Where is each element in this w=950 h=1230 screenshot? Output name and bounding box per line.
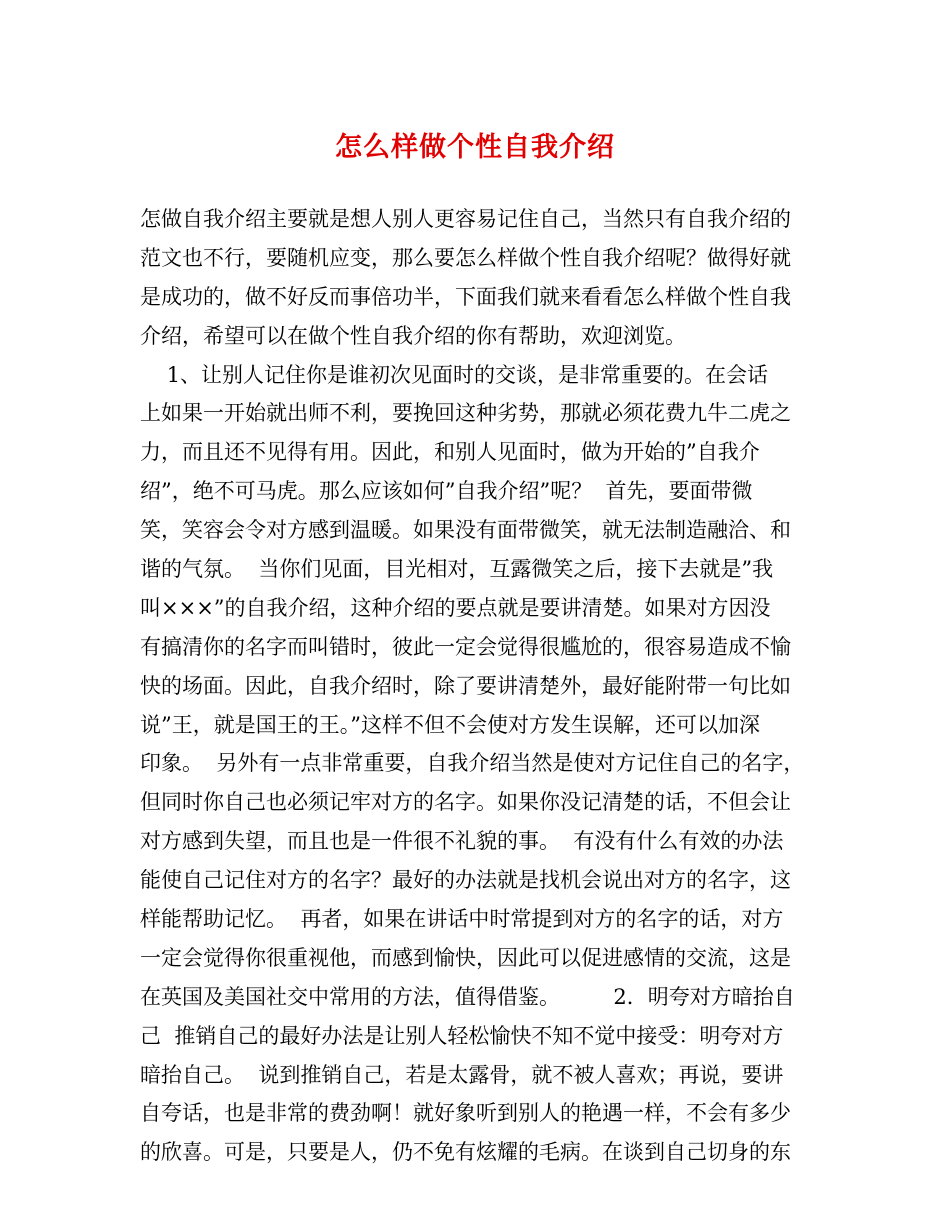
body-line: 自夸话，也是非常的费劲啊！就好象听到别人的艳遇一样，不会有多少 [140,1101,791,1126]
body-line: 暗抬自己。 说到推销自己，若是太露骨，就不被人喜欢；再说，要讲 [140,1062,784,1087]
body-line: 对方感到失望，而且也是一件很不礼貌的事。 有没有什么有效的办法 [140,829,784,854]
body-line: 印象。 另外有一点非常重要，自我介绍当然是使对方记住自己的名字， [140,751,805,776]
body-line: 叫×××”的自我介绍，这种介绍的要点就是要讲清楚。如果对方因没 [140,595,771,620]
body-line: 范文也不行，要随机应变，那么要怎么样做个性自我介绍呢？做得好就 [140,245,791,270]
document-title: 怎么样做个性自我介绍 [335,132,615,163]
body-line: 上如果一开始就出师不利，要挽回这种劣势，那就必须花费九牛二虎之 [140,401,791,426]
body-line: 笑，笑容会令对方感到温暖。如果没有面带微笑，就无法制造融洽、和 [140,518,791,543]
body-line: 力，而且还不见得有用。因此，和别人见面时，做为开始的”自我介 [140,440,760,465]
body-line: 有搞清你的名字而叫错时，彼此一定会觉得很尴尬的，很容易造成不愉 [140,634,791,659]
body-line: 1、让别人记住你是谁初次见面时的交谈，是非常重要的。在会话 [140,362,769,387]
document-body [140,200,815,1172]
body-line: 是成功的，做不好反而事倍功半，下面我们就来看看怎么样做个性自我 [140,284,791,309]
body-line: 谐的气氛。 当你们见面，目光相对，互露微笑之后，接下去就是”我 [140,557,774,582]
body-line: 说”王，就是国王的王。”这样不但不会使对方发生误解，还可以加深 [140,712,760,737]
body-line: 一定会觉得你很重视他，而感到愉快，因此可以促进感情的交流，这是 [140,945,791,970]
body-line: 快的场面。因此，自我介绍时，除了要讲清楚外，最好能附带一句比如 [140,673,791,698]
body-line: 能使自己记住对方的名字？最好的办法就是找机会说出对方的名字，这 [140,868,791,893]
body-line: 样能帮助记忆。 再者，如果在讲话中时常提到对方的名字的话，对方 [140,907,784,932]
body-line: 绍”，绝不可马虎。那么应该如何”自我介绍”呢？ 首先，要面带微 [140,479,753,504]
body-line: 怎做自我介绍主要就是想人别人更容易记住自己，当然只有自我介绍的 [140,207,791,231]
body-line: 的欣喜。可是，只要是人，仍不免有炫耀的毛病。在谈到自己切身的东 [140,1140,791,1165]
body-line: 介绍，希望可以在做个性自我介绍的你有帮助，欢迎浏览。 [140,323,686,348]
body-line: 己 推销自己的最好办法是让别人轻松愉快不知不觉中接受：明夸对方 [140,1023,784,1048]
body-line: 但同时你自己也必须记牢对方的名字。如果你没记清楚的话，不但会让 [140,790,791,815]
body-line: 在英国及美国社交中常用的方法，值得借鉴。 2．明夸对方暗抬自 [140,984,795,1009]
